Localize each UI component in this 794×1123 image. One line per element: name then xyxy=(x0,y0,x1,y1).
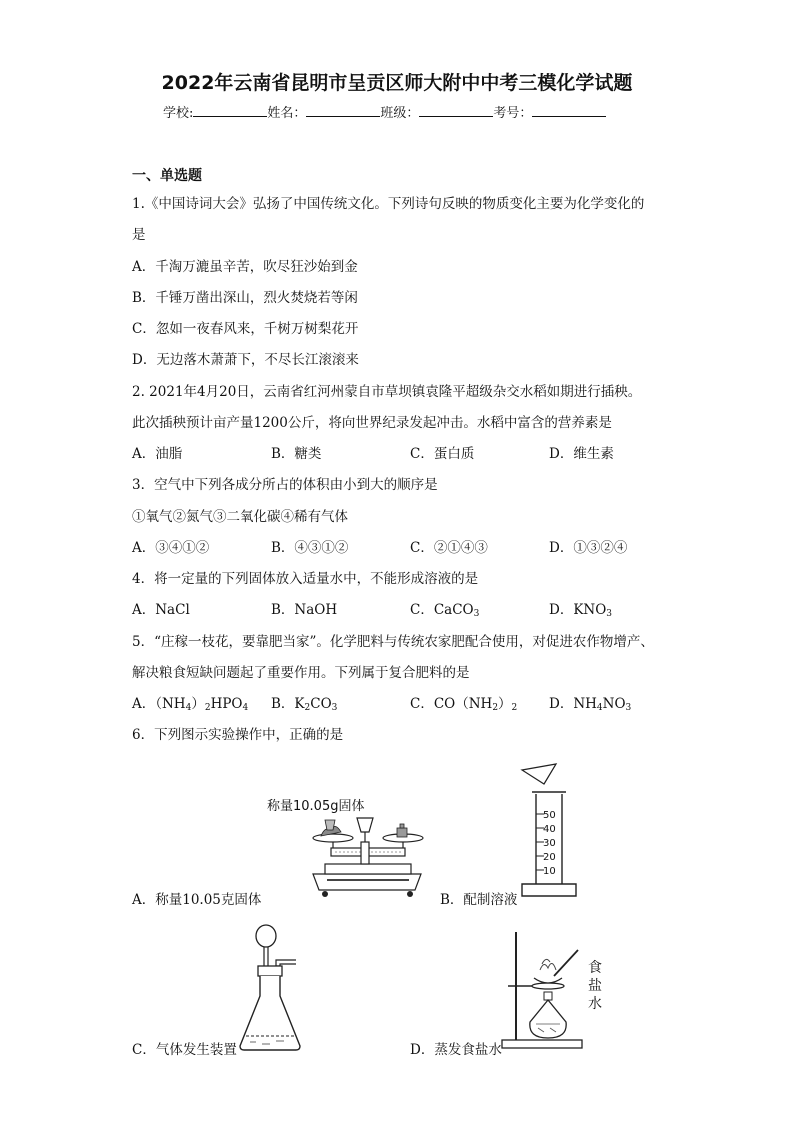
school-label: 学校: xyxy=(163,106,194,121)
q2-option-a: A．油脂 xyxy=(132,446,183,462)
balance-caption: 称量10.05g固体 xyxy=(267,799,365,814)
class-blank xyxy=(419,103,493,117)
q5-stem-line1: 5．“庄稼一枝花，要靠肥当家”。化学肥料与传统农家肥配合使用，对促进农作物增产、 xyxy=(132,634,654,650)
section-title: 一、单选题 xyxy=(132,168,202,184)
name-blank xyxy=(306,103,380,117)
q1-option-d: D．无边落木萧萧下，不尽长江滚滚来 xyxy=(132,352,359,368)
cylinder-mark-40: 40 xyxy=(543,824,556,835)
q6-option-d: D．蒸发食盐水 xyxy=(410,1042,502,1058)
q4-option-a: A．NaCl xyxy=(132,602,190,618)
cylinder-mark-10: 10 xyxy=(543,866,556,877)
q4-option-c: C．CaCO$_3$ xyxy=(410,602,480,619)
q1-stem-line1: 1.《中国诗词大会》弘扬了中国传统文化。下列诗句反映的物质变化主要为化学变化的 xyxy=(132,196,645,212)
flask-figure xyxy=(236,922,306,1057)
evaporation-figure xyxy=(500,928,620,1053)
q1-option-a: A．千淘万漉虽辛苦，吹尽狂沙始到金 xyxy=(132,259,358,275)
q3-option-a: A．③④①② xyxy=(132,540,210,556)
q1-option-c: C．忽如一夜春风来，千树万树梨花开 xyxy=(132,321,359,337)
q4-option-d: D．$KNO_3$ xyxy=(549,602,613,619)
q3-stem-line1: 3．空气中下列各成分所占的体积由小到大的顺序是 xyxy=(132,477,438,493)
q3-option-b: B．④③①② xyxy=(271,540,349,556)
evap-label-1: 食 xyxy=(588,960,602,976)
q3-option-c: C．②①④③ xyxy=(410,540,488,556)
q6-stem: 6．下列图示实验操作中，正确的是 xyxy=(132,727,344,743)
student-info-line xyxy=(163,102,606,121)
name-label: 姓名： xyxy=(267,106,307,121)
page-title: 2022年云南省昆明市呈贡区师大附中中考三模化学试题 xyxy=(161,72,633,94)
cylinder-mark-20: 20 xyxy=(543,852,556,863)
q5-option-b: B．$K_2CO_3$ xyxy=(271,696,338,713)
q4-stem: 4．将一定量的下列固体放入适量水中，不能形成溶液的是 xyxy=(132,571,479,587)
exam-no-label: 考号： xyxy=(493,106,533,121)
balance-figure xyxy=(265,790,425,900)
class-label: 班级： xyxy=(380,106,420,121)
q2-option-b: B．糖类 xyxy=(271,446,322,462)
exam-no-blank xyxy=(532,103,606,117)
cylinder-figure xyxy=(516,760,586,905)
q6-option-c: C．气体发生装置 xyxy=(132,1042,237,1058)
q3-option-d: D．①③②④ xyxy=(549,540,628,556)
q5-option-d: D．$NH_4NO_3$ xyxy=(549,696,632,713)
cylinder-mark-30: 30 xyxy=(543,838,556,849)
q4-option-b: B．NaOH xyxy=(271,602,338,618)
q1-option-b: B．千锤万凿出深山，烈火焚烧若等闲 xyxy=(132,290,358,306)
q2-stem-line2: 此次插秧预计亩产量1200公斤，将向世界纪录发起冲击。水稻中富含的营养素是 xyxy=(132,415,612,431)
evap-label-2: 盐 xyxy=(588,978,602,994)
q5-option-c: C．$CO(NH_2)_2$ xyxy=(410,696,518,713)
q5-stem-line2: 解决粮食短缺问题起了重要作用。下列属于复合肥料的是 xyxy=(132,665,470,681)
school-blank xyxy=(193,103,267,117)
q2-stem-line1: 2. 2021年4月20日，云南省红河州蒙自市草坝镇袁隆平超级杂交水稻如期进行插秧。 xyxy=(132,384,642,400)
q3-stem-line2: ①氧气②氮气③二氧化碳④稀有气体 xyxy=(132,509,348,525)
q5-option-a: A．$(NH_4)_2HPO_4$ xyxy=(132,696,249,713)
q2-option-d: D．维生素 xyxy=(549,446,614,462)
q2-option-c: C．蛋白质 xyxy=(410,446,475,462)
cylinder-mark-50: 50 xyxy=(543,810,556,821)
evap-label-3: 水 xyxy=(588,996,602,1012)
q6-option-a: A．称量10.05克固体 xyxy=(132,892,262,908)
q6-option-b: B．配制溶液 xyxy=(440,892,518,908)
q1-stem-line2: 是 xyxy=(132,227,146,243)
